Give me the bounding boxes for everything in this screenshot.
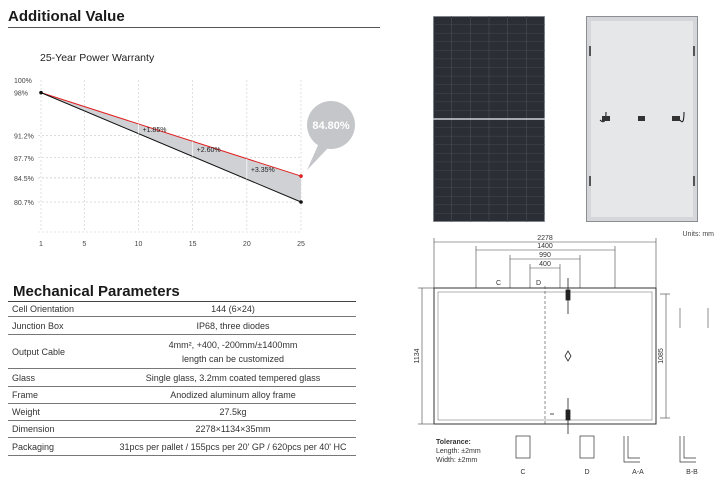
param-key: Junction Box [12,320,64,331]
series-point [39,91,43,95]
tolerance-width: Width: ±2mm [436,457,478,464]
tolerance-length: Length: ±2mm [436,448,481,455]
param-key: Frame [12,390,39,400]
series-point [299,174,303,178]
warranty-chart [0,70,380,255]
additional-value-heading: Additional Value [8,8,125,25]
tolerance-title: Tolerance: [436,439,471,446]
param-value: 2278×1134×35mm [195,424,271,434]
y-axis-ticks [14,78,34,207]
param-value: 144 (6×24) [211,303,255,314]
param-value: Single glass, 3.2mm coated tempered glass [145,372,321,383]
table-row [8,335,356,369]
technical-drawing [400,228,720,480]
param-key: Packaging [12,441,55,452]
table-row [8,404,356,421]
heading-rule [8,27,380,28]
chart-title: 25-Year Power Warranty [40,52,155,64]
callout-label: 84.80% [312,120,350,132]
x-tick-label: 5 [82,241,87,248]
gain-labels [139,124,275,179]
dim-990: 990 [539,252,551,259]
series-point [299,200,303,204]
x-axis-ticks [39,241,305,248]
param-key: Output Cable [12,346,66,357]
panel-back-image [586,16,698,222]
table-row [8,317,356,335]
mechanical-heading: Mechanical Parameters [13,283,180,300]
series-line [41,93,301,176]
param-key: Cell Orientation [12,303,75,314]
units-label: Units: mm [682,231,714,238]
y-tick-label: 98% [14,90,29,98]
dim-1085: 1085 [658,348,665,364]
gain-label: +1.85% [142,126,167,134]
chart-grid [38,80,301,232]
y-tick-label: 87.7% [14,155,34,163]
param-value-line: length can be customized [181,353,285,364]
param-key: Weight [12,407,40,417]
callout-bubble [307,101,355,170]
x-tick-label: 10 [134,241,143,248]
detail-label-c: C [520,469,526,476]
gain-label: +3.35% [250,166,275,174]
param-key: Dimension [12,424,55,434]
detail-label-bb: B-B [686,469,698,476]
dim-1400: 1400 [537,243,553,250]
section-label-d: D [536,280,542,287]
y-tick-label: 84.5% [14,175,34,183]
detail-label-aa: A-A [632,469,644,476]
series-line [41,93,301,202]
y-tick-label: 100% [14,78,32,85]
dim-2278: 2278 [537,235,553,242]
section-label-c: C [496,280,502,287]
param-value-line: 4mm², +400, -200mm/±1400mm [168,339,298,350]
x-tick-label: 15 [188,241,197,248]
param-value: 27.5kg [219,407,247,417]
dim-400: 400 [539,261,551,268]
dim-1134: 1134 [414,348,421,364]
param-value: Anodized aluminum alloy frame [170,390,296,400]
table-row [8,369,356,387]
panel-front-image [433,16,545,222]
mechanical-table [8,301,356,456]
param-value: IP68, three diodes [196,320,270,331]
param-value: 31pcs per pallet / 155pcs per 20' GP / 620pcs per 40' HC [119,441,347,452]
x-tick-label: 20 [242,241,251,248]
x-tick-label: 25 [297,241,305,248]
table-row [8,387,356,404]
y-tick-label: 91.2% [14,133,34,141]
x-tick-label: 1 [39,241,43,248]
table-row [8,421,356,438]
gain-label: +2.60% [196,146,221,154]
param-value [113,338,353,366]
param-key: Glass [12,372,36,383]
detail-label-d: D [584,469,590,476]
table-row [8,438,356,456]
table-row [8,301,356,317]
y-tick-label: 80.7% [14,200,34,207]
